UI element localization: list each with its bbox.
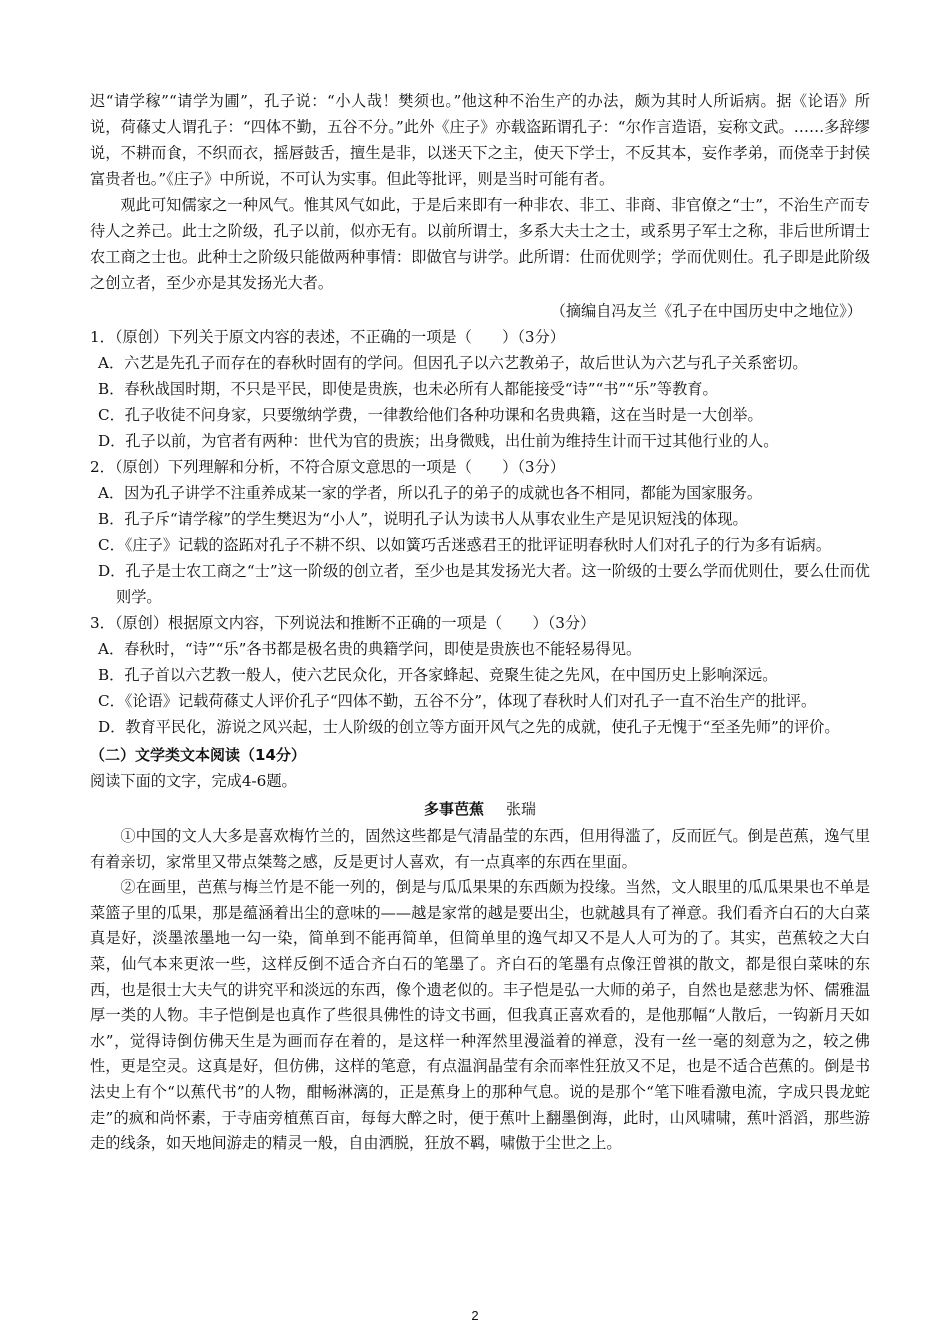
question-3-option-c: C．《论语》记载荷蓧丈人评价孔子“四体不勤，五谷不分”，体现了春秋时人们对孔子一直不治生产的批评。	[98, 692, 817, 710]
passage-paragraph-2: 观此可知儒家之一种风气。惟其风气如此，于是后来即有一种非农、非工、非商、非官僚之“士”，不治生产而专待人之养己。此士之阶级，孔子以前，似亦无有。以前所谓士，多系大夫士之士，或系男子军士之称，非后世所谓士农工商之士也。此种士之阶级只能做两种事情：即做官与讲学。此所谓：仕而优则学；学而优则仕。孔子即是此阶级之创立者，至少亦是其发扬光大者。	[90, 196, 870, 292]
section-heading: （二）文学类文本阅读（14分）	[90, 746, 306, 764]
question-1-option-a: A．六艺是先孔子而存在的春秋时固有的学问。但因孔子以六艺教弟子，故后世认为六艺与孔子关系密切。	[98, 354, 808, 372]
question-2-option-a: A．因为孔子讲学不注重养成某一家的学者，所以孔子的弟子的成就也各不相同，都能为国家服务。	[98, 484, 763, 502]
article-paragraph-1: ①中国的文人大多是喜欢梅竹兰的，固然这些都是气清晶莹的东西，但用得滥了，反而匠气。倒是芭蕉，逸气里有着亲切，家常里又带点桀骜之感，反是更讨人喜欢，有一点真率的东西在里面。	[90, 827, 870, 871]
question-2-option-c: C．《庄子》记载的盗跖对孔子不耕不织、以如簧巧舌迷惑君王的批评证明春秋时人们对孔子的行为多有诟病。	[98, 536, 832, 554]
question-3-option-a: A．春秋时，“诗”“乐”各书都是极名贵的典籍学问，即使是贵族也不能轻易得见。	[98, 640, 642, 658]
article-paragraph-2: ②在画里，芭蕉与梅兰竹是不能一列的，倒是与瓜瓜果果的东西颇为投缘。当然，文人眼里的瓜瓜果果也不单是菜篮子里的瓜果，那是蕴涵着出尘的意味的——越是家常的越是要出尘，也就越具有了禅意。我们看齐白石的大白菜真是好，淡墨浓墨地一勾一染，简单到不能再简单，但简单里的逸气却又不是人人可为的了。其实，芭蕉较之大白菜，仙气本来更浓一些，这样反倒不适合齐白石的笔墨了。齐白石的笔墨有点像汪曾祺的散文，都是很白菜味的东西，也是很士大夫气的讲究平和淡远的东西，像个遗老似的。丰子恺是弘一大师的弟子，自然也是慈悲为怀、儒雅温厚一类的人物。丰子恺倒是也真作了些很具佛性的诗文书画，但我真正喜欢看的，是他那幅“人散后，一钩新月天如水”，觉得诗倒仿佛天生是为画而存在着的，是这样一种浑然里漫溢着的禅意，没有一丝一毫的刻意为之，较之佛性，更是空灵。这真是好，但仿佛，这样的笔意，有点温润晶莹有余而率性狂放又不足，也是不适合芭蕉的。倒是书法史上有个“以蕉代书”的人物，酣畅淋漓的，正是蕉身上的那种气息。说的是那个“笔下唯看激电流，字成只畏龙蛇走”的疯和尚怀素，于寺庙旁植蕉百亩，每每大醉之时，便于蕉叶上翻墨倒海，此时，山风啸啸，蕉叶滔滔，那些游走的线条，如天地间游走的精灵一般，自由洒脱，狂放不羁，啸傲于尘世之上。	[90, 878, 870, 1153]
question-3-stem: 3．（原创）根据原文内容，下列说法和推断不正确的一项是（ ）（3分）	[90, 614, 596, 632]
question-1-option-d: D．孔子以前，为官者有两种：世代为官的贵族；出身微贱，出仕前为维持生计而干过其他行业的人。	[98, 432, 779, 450]
question-1-option-b: B．春秋战国时期，不只是平民，即使是贵族，也未必所有人都能接受“诗”“书”“乐”等教育。	[98, 380, 718, 398]
passage-source: （摘编自冯友兰《孔子在中国历史中之地位》）	[550, 302, 862, 320]
question-2-option-b: B．孔子斥“请学稼”的学生樊迟为“小人”，说明孔子认为读书人从事农业生产是见识短浅的体现。	[98, 510, 748, 528]
question-3-option-d: D．教育平民化，游说之风兴起，士人阶级的创立等方面开风气之先的成就，使孔子无愧于“至圣先师”的评价。	[98, 718, 840, 736]
page-number: 2	[471, 1308, 479, 1323]
question-2-option-d: D．孔子是士农工商之“士”这一阶级的创立者，至少也是其发扬光大者。这一阶级的士要么学而优则仕，要么仕而优则学。	[98, 562, 870, 606]
question-3-option-b: B．孔子首以六艺教一般人，使六艺民众化，开各家蜂起、竞聚生徒之先风，在中国历史上影响深远。	[98, 666, 778, 684]
passage-paragraph-1: 迟“请学稼”“请学为圃”，孔子说：“小人哉！樊须也。”他这种不治生产的办法，颇为其时人所诟病。据《论语》所说，荷蓧丈人谓孔子：“四体不勤，五谷不分。”此外《庄子》亦载盗跖谓孔子：“尔作言造语，妄称文武。……多辞缪说，不耕而食，不织而衣，摇唇鼓舌，擅生是非，以迷天下之主，使天下学士，不反其本，妄作孝弟，而侥幸于封侯富贵者也。”《庄子》中所说，不可认为实事。但此等批评，则是当时可能有者。	[90, 92, 870, 188]
document-page	[90, 88, 870, 1157]
section-instruction: 阅读下面的文字，完成4-6题。	[90, 772, 297, 790]
question-2-stem: 2．（原创）下列理解和分析，不符合原文意思的一项是（ ）（3分）	[90, 458, 565, 476]
article-title: 多事芭蕉	[423, 800, 484, 818]
question-1-stem: 1．（原创）下列关于原文内容的表述，不正确的一项是（ ）（3分）	[90, 328, 565, 346]
article-title-line	[90, 796, 870, 822]
article-author: 张瑞	[506, 800, 537, 818]
question-1-option-c: C．孔子收徒不问身家，只要缴纳学费，一律教给他们各种功课和名贵典籍，这在当时是一大创举。	[98, 406, 763, 424]
